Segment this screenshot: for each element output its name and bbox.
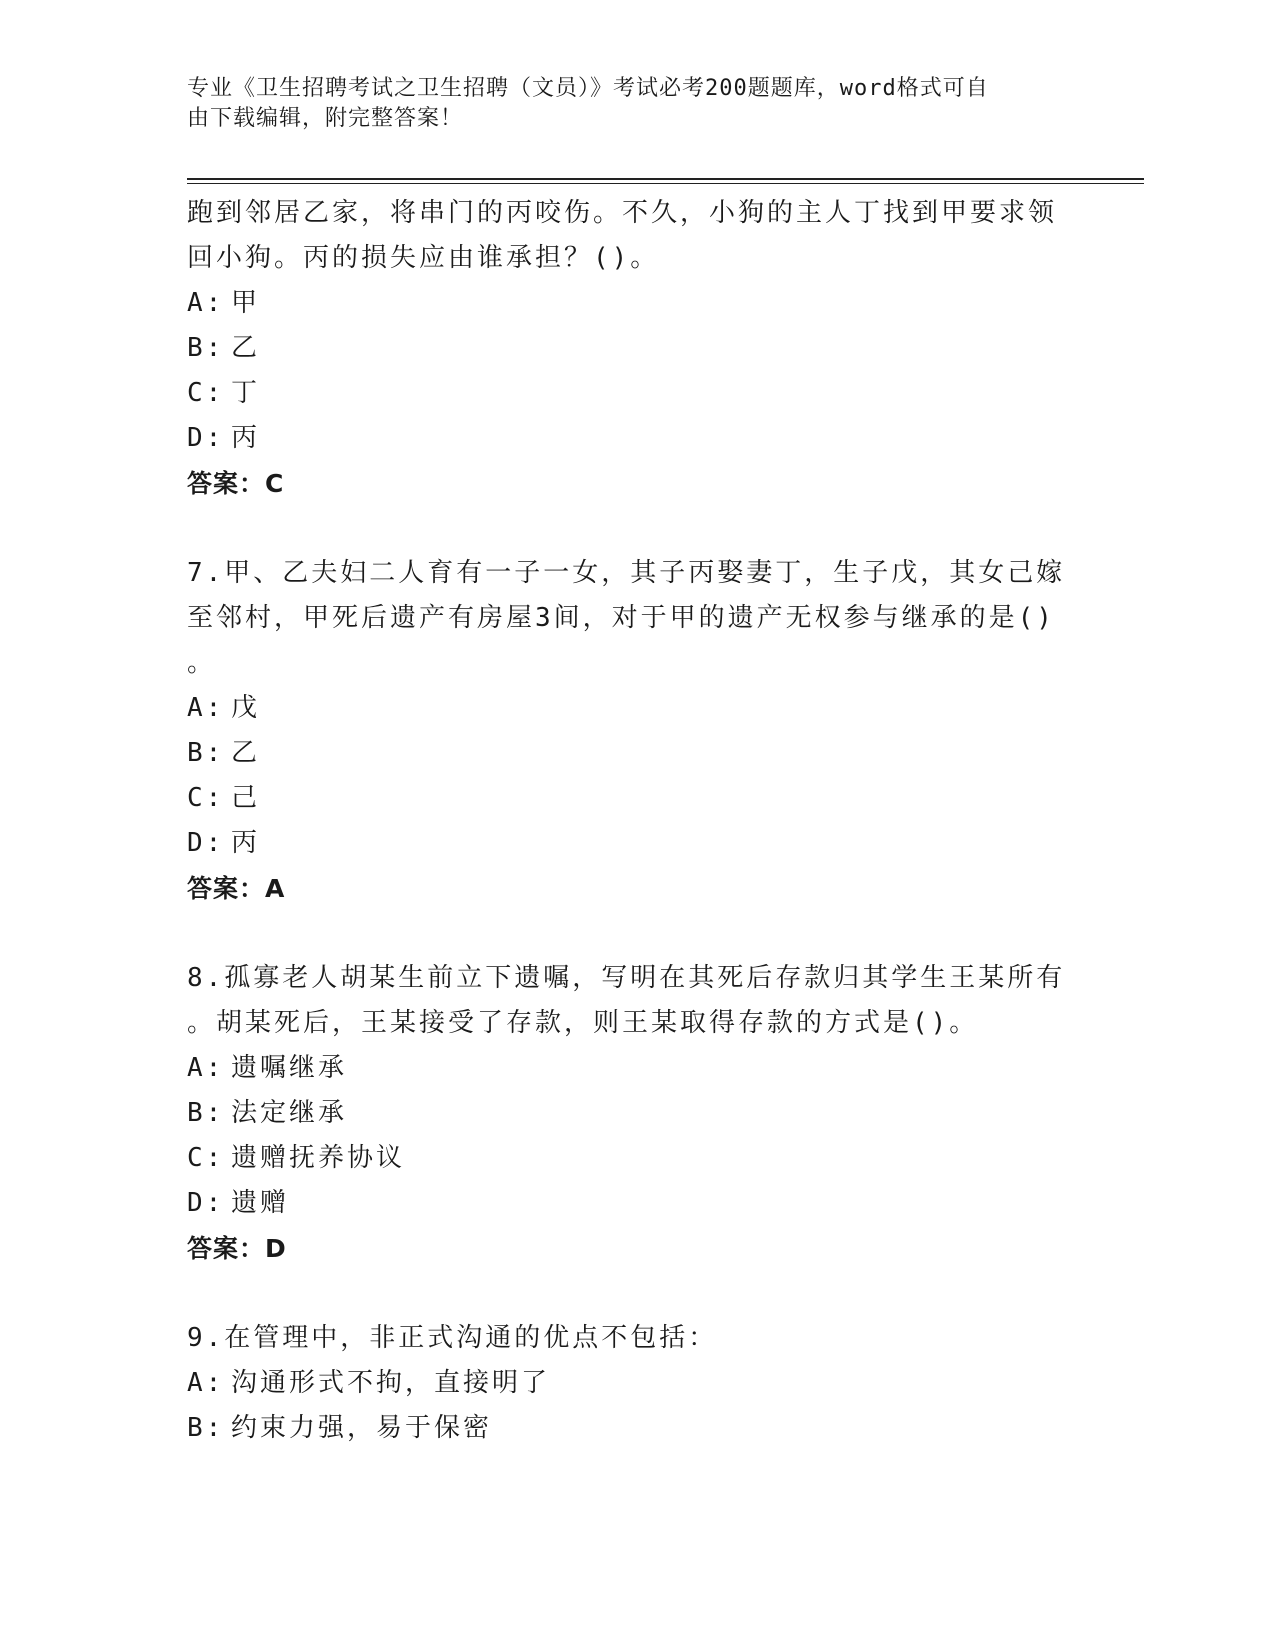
question-text: 。胡某死后，王某接受了存款，则王某取得存款的方式是()。 — [187, 1008, 979, 1038]
header-line-1: 专业《卫生招聘考试之卫生招聘（文员）》考试必考200题题库，word格式可自 — [187, 76, 989, 101]
option-a: A: 遗嘱继承 — [187, 1053, 348, 1083]
option-b: B: 乙 — [187, 333, 261, 363]
question-text: 9.在管理中，非正式沟通的优点不包括： — [187, 1323, 718, 1353]
question-text: 至邻村，甲死后遗产有房屋3间，对于甲的遗产无权参与继承的是() — [187, 603, 1055, 633]
option-a: A: 戊 — [187, 693, 261, 723]
question-text: 8.孤寡老人胡某生前立下遗嘱，写明在其死后存款归其学生王某所有 — [187, 963, 1066, 993]
option-a: A: 沟通形式不拘，直接明了 — [187, 1368, 551, 1398]
question-block — [187, 551, 1067, 911]
question-text: 回小狗。丙的损失应由谁承担？()。 — [187, 243, 660, 273]
header-divider — [187, 178, 1144, 180]
document-header — [187, 74, 1067, 134]
question-text: 。 — [187, 648, 217, 678]
answer-line: 答案：A — [187, 874, 286, 903]
option-b: B: 法定继承 — [187, 1098, 348, 1128]
option-c: C: 己 — [187, 783, 261, 813]
option-a: A: 甲 — [187, 288, 261, 318]
answer-line: 答案：D — [187, 1234, 287, 1263]
question-list — [187, 191, 1067, 1451]
option-b: B: 约束力强，易于保密 — [187, 1413, 493, 1443]
question-block — [187, 1316, 1067, 1451]
header-line-2: 由下载编辑，附完整答案！ — [187, 106, 464, 131]
option-c: C: 遗赠抚养协议 — [187, 1143, 406, 1173]
option-d: D: 丙 — [187, 423, 261, 453]
question-text: 7.甲、乙夫妇二人育有一子一女，其子丙娶妻丁，生子戊，其女己嫁 — [187, 558, 1066, 588]
option-b: B: 乙 — [187, 738, 261, 768]
option-d: D: 丙 — [187, 828, 261, 858]
header-divider-thin — [187, 183, 1144, 184]
answer-line: 答案：C — [187, 469, 285, 498]
question-block — [187, 191, 1067, 506]
question-block — [187, 956, 1067, 1271]
option-d: D: 遗赠 — [187, 1188, 290, 1218]
option-c: C: 丁 — [187, 378, 261, 408]
question-text: 跑到邻居乙家，将串门的丙咬伤。不久，小狗的主人丁找到甲要求领 — [187, 198, 1058, 228]
